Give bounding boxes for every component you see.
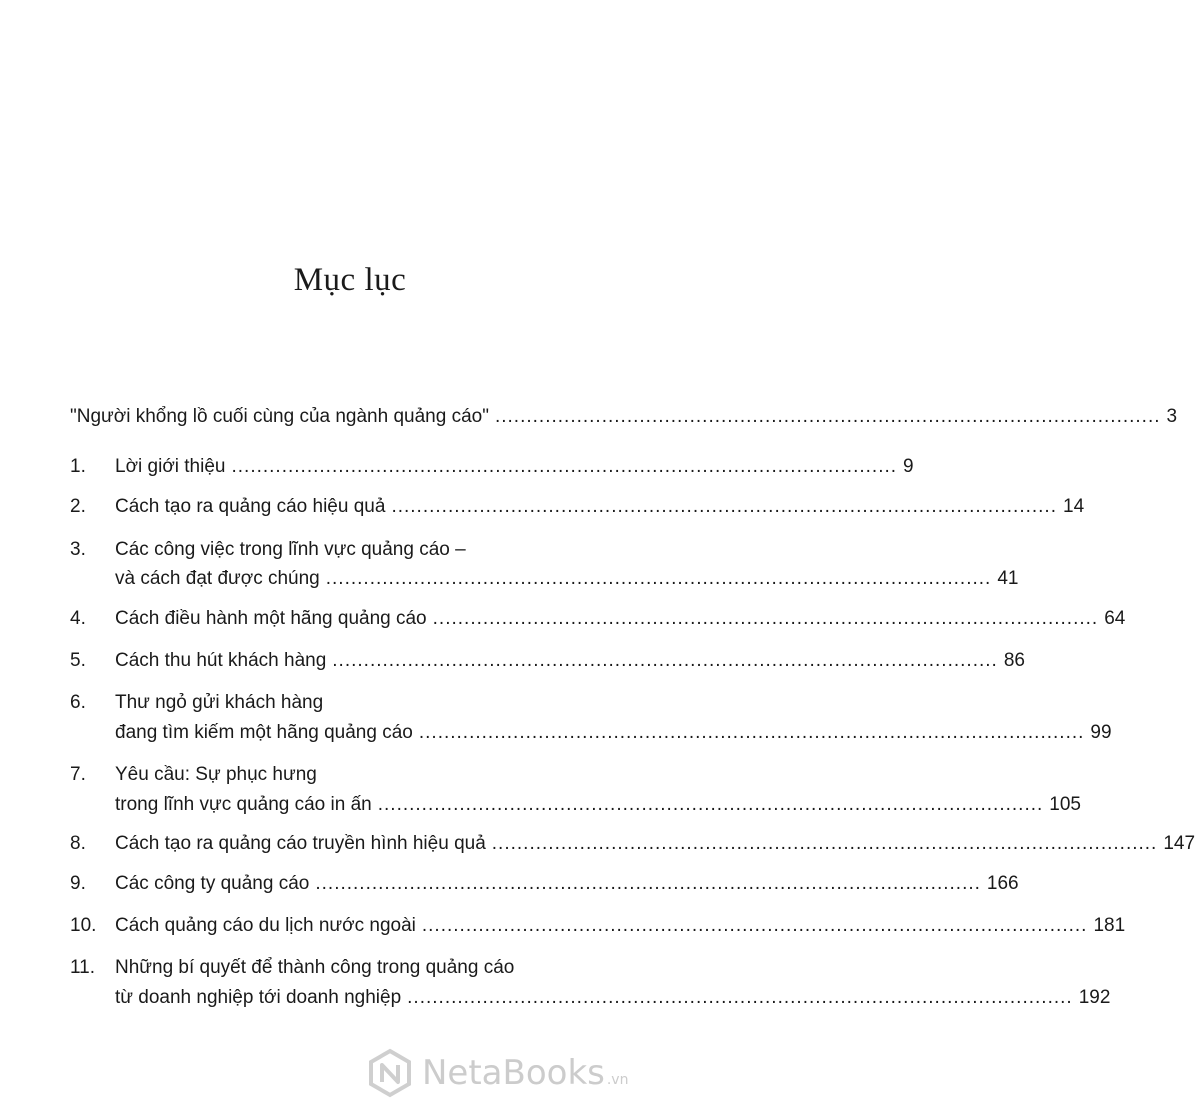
dot-leader: .......................................................................................................... bbox=[491, 833, 1158, 854]
toc-page-number: 105 bbox=[1049, 794, 1081, 815]
toc-page-number: 99 bbox=[1090, 722, 1112, 743]
toc-entry-title-cont: đang tìm kiếm một hãng quảng cáo bbox=[115, 722, 413, 743]
dot-leader: .......................................................................................................... bbox=[494, 406, 1161, 427]
toc-entry-line-1[interactable] bbox=[0, 535, 700, 565]
toc-entry-number: 8. bbox=[70, 833, 86, 854]
toc-entry[interactable] bbox=[0, 869, 1019, 899]
toc-entry-number: 2. bbox=[70, 496, 86, 517]
dot-leader: .......................................................................................................... bbox=[315, 873, 981, 894]
toc-entry-title: Cách tạo ra quảng cáo truyền hình hiệu quả bbox=[115, 833, 486, 854]
netabooks-logo-icon bbox=[366, 1049, 414, 1097]
toc-page-number: 14 bbox=[1063, 496, 1085, 517]
dot-leader: .......................................................................................................... bbox=[421, 915, 1088, 936]
toc-entry[interactable] bbox=[0, 604, 1126, 634]
dot-leader: .......................................................................................................... bbox=[418, 722, 1085, 743]
toc-entry-line-1[interactable] bbox=[0, 688, 700, 718]
page-title: Mục lục bbox=[293, 262, 407, 298]
toc-entry[interactable] bbox=[0, 402, 1178, 432]
dot-leader: .......................................................................................................... bbox=[325, 568, 992, 589]
watermark-suffix: .vn bbox=[606, 1072, 629, 1088]
watermark bbox=[366, 1046, 686, 1100]
toc-entry-line-2[interactable] bbox=[0, 983, 1111, 1013]
toc-entry-line-2[interactable] bbox=[0, 718, 1112, 748]
toc-page-number: 181 bbox=[1093, 915, 1126, 936]
toc-entry-title: Cách thu hút khách hàng bbox=[115, 650, 327, 671]
toc-entry-title: Lời giới thiệu bbox=[115, 456, 226, 477]
toc-entry-title: "Người khổng lồ cuối cùng của ngành quảng cáo" bbox=[70, 406, 489, 427]
toc-entry-number: 5. bbox=[70, 650, 86, 671]
dot-leader: .......................................................................................................... bbox=[391, 496, 1057, 517]
toc-entry-title: Thư ngỏ gửi khách hàng bbox=[115, 692, 324, 713]
toc-entry-line-1[interactable] bbox=[0, 953, 700, 983]
toc-entry-number: 9. bbox=[70, 873, 86, 894]
toc-entry-title-cont: từ doanh nghiệp tới doanh nghiệp bbox=[115, 987, 402, 1008]
toc-entry[interactable] bbox=[0, 829, 1195, 859]
toc-entry-number: 10. bbox=[70, 915, 97, 936]
toc-entry[interactable] bbox=[0, 492, 1085, 522]
toc-entry-number: 6. bbox=[70, 692, 86, 713]
toc-entry-title: Cách tạo ra quảng cáo hiệu quả bbox=[115, 496, 386, 517]
dot-leader: .......................................................................................................... bbox=[377, 794, 1044, 815]
dot-leader: .......................................................................................................... bbox=[407, 987, 1073, 1008]
toc-entry-title: Các công ty quảng cáo bbox=[115, 873, 310, 894]
watermark-brand: NetaBooks bbox=[422, 1053, 605, 1093]
dot-leader: .......................................................................................................... bbox=[332, 650, 998, 671]
toc-entry-number: 4. bbox=[70, 608, 86, 629]
toc-entry-title: Cách điều hành một hãng quảng cáo bbox=[115, 608, 427, 629]
toc-page-number: 147 bbox=[1163, 833, 1195, 854]
dot-leader: .......................................................................................................... bbox=[432, 608, 1099, 629]
toc-entry-title-cont: và cách đạt được chúng bbox=[115, 568, 320, 589]
toc-entry-number: 3. bbox=[70, 539, 86, 560]
toc-entry-title: Cách quảng cáo du lịch nước ngoài bbox=[115, 915, 416, 936]
toc-entry-number: 1. bbox=[70, 456, 86, 477]
toc-entry-number: 7. bbox=[70, 764, 86, 785]
toc-page-number: 86 bbox=[1003, 650, 1025, 671]
toc-entry[interactable] bbox=[0, 911, 1126, 941]
toc-entry-line-2[interactable] bbox=[0, 790, 1081, 820]
toc-page-number: 64 bbox=[1104, 608, 1126, 629]
toc-page-number: 3 bbox=[1166, 406, 1178, 427]
toc-entry-title: Các công việc trong lĩnh vực quảng cáo – bbox=[115, 539, 466, 560]
dot-leader: .......................................................................................................... bbox=[231, 456, 898, 477]
toc-page-number: 9 bbox=[903, 456, 914, 477]
toc-entry[interactable] bbox=[0, 452, 914, 482]
toc-entry-title-cont: trong lĩnh vực quảng cáo in ấn bbox=[115, 794, 372, 815]
toc-entry-line-1[interactable] bbox=[0, 760, 700, 790]
toc-page-number: 192 bbox=[1078, 987, 1111, 1008]
toc-page-number: 166 bbox=[986, 873, 1019, 894]
toc-entry-line-2[interactable] bbox=[0, 564, 1019, 594]
toc-page-number: 41 bbox=[997, 568, 1019, 589]
toc-entry-number: 11. bbox=[70, 957, 96, 978]
toc-entry-title: Những bí quyết để thành công trong quảng cáo bbox=[115, 957, 515, 978]
toc-entry-title: Yêu cầu: Sự phục hưng bbox=[115, 764, 317, 785]
toc-entry[interactable] bbox=[0, 646, 1025, 676]
